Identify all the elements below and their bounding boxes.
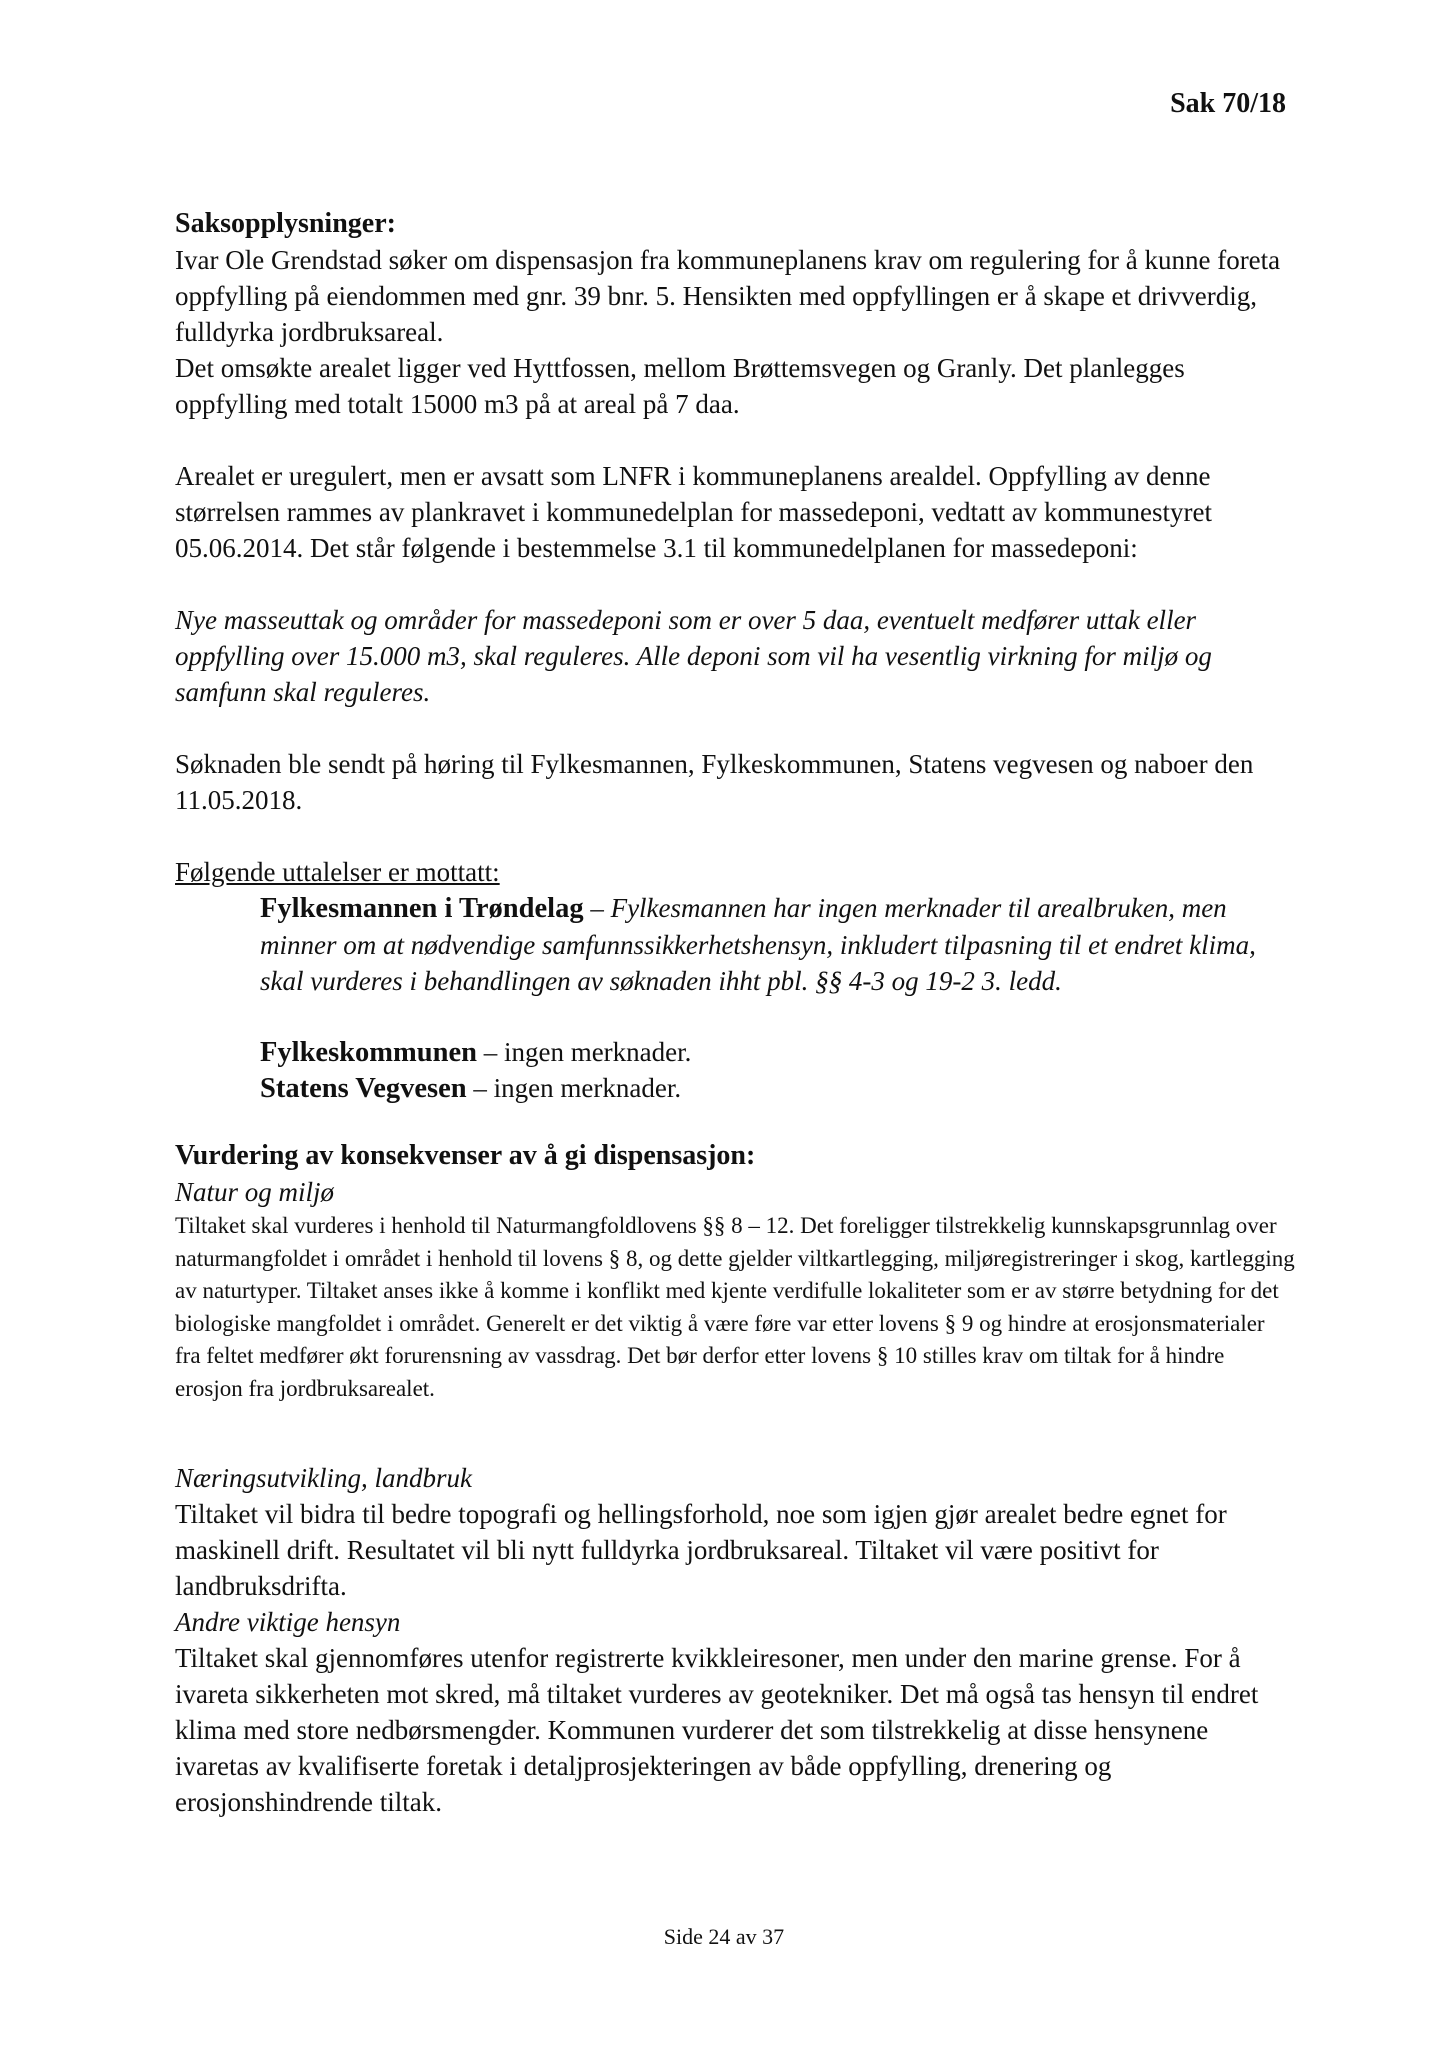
- saksopplysninger-paragraph-3: Arealet er uregulert, men er avsatt som LNFR i kommuneplanens arealdel. Oppfylling av denne størrelsen rammes av plankravet i kommunedelplan for massedeponi, vedtatt av kommunestyret 05.06.2014. Det står følgende i bestemmelse 3.1 til kommunedelplanen for massedeponi:: [175, 461, 1212, 563]
- statement-separator: –: [476, 1037, 504, 1067]
- andre-heading: Andre viktige hensyn: [175, 1607, 401, 1637]
- statement-sender: Statens Vegvesen: [260, 1073, 467, 1104]
- saksopplysninger-heading: Saksopplysninger:: [175, 208, 396, 239]
- natur-paragraph: Tiltaket skal vurderes i henhold til Naturmangfoldlovens §§ 8 – 12. Det foreligger tilstrekkelig kunnskapsgrunnlag over naturmangfoldet i området i henhold til lovens § 8, og dette gjelder viltkartlegging, miljøregistreringer i skog, kartlegging av naturtyper. Tiltaket anses ikke å komme i konflikt med kjente verdifulle lokaliteter som er av større betydning for det biologiske mangfoldet i området. Generelt er det viktig å være føre var etter lovens § 9 og hindre at erosjonsmaterialer fra feltet medfører økt forurensning av vassdrag. Det bør derfor etter lovens § 10 stilles krav om tiltak for å hindre erosjon fra jordbruksarealet.: [175, 1213, 1295, 1401]
- statement-text: Fylkesmannen har ingen merknader til arealbruken, men minner om at nødvendige samfunnssikkerhetshensyn, inkludert tilpasning til et endret klima, skal vurderes i behandlingen av søknaden ihht pbl. §§ 4-3 og 19-2 3. ledd.: [260, 893, 1256, 996]
- saksopplysninger-paragraph-1: Ivar Ole Grendstad søker om dispensasjon fra kommuneplanens krav om regulering for å kunne foreta oppfylling på eiendommen med gnr. 39 bnr. 5. Hensikten med oppfyllingen er å skape et drivverdig, fulldyrka jordbruksareal.: [175, 245, 1281, 347]
- statement-fylkesmannen: [260, 890, 1290, 999]
- statement-fylkeskommunen: [260, 1034, 1290, 1071]
- regulation-quote: Nye masseuttak og områder for massedeponi som er over 5 daa, eventuelt medfører uttak eller oppfylling over 15.000 m3, skal reguleres. Alle deponi som vil ha vesentlig virkning for miljø og samfunn skal reguleres.: [175, 605, 1212, 707]
- naering-heading: Næringsutvikling, landbruk: [175, 1463, 472, 1493]
- vurdering-heading: Vurdering av konsekvenser av å gi dispensasjon:: [175, 1140, 756, 1171]
- page-number: Side 24 av 37: [663, 1924, 785, 1949]
- statement-sender: Fylkeskommunen: [260, 1037, 477, 1068]
- saksopplysninger-paragraph-4: Søknaden ble sendt på høring til Fylkesmannen, Fylkeskommunen, Statens vegvesen og naboer den 11.05.2018.: [175, 749, 1254, 815]
- case-number: Sak 70/18: [1170, 88, 1286, 119]
- statement-text: ingen merknader.: [493, 1073, 682, 1103]
- saksopplysninger-paragraph-2: Det omsøkte arealet ligger ved Hyttfossen, mellom Brøttemsvegen og Granly. Det planlegges oppfylling med totalt 15000 m3 på at areal på 7 daa.: [175, 353, 1185, 419]
- statement-separator: –: [466, 1073, 494, 1103]
- statement-separator: –: [583, 893, 611, 923]
- andre-paragraph: Tiltaket skal gjennomføres utenfor registrerte kvikkleiresoner, men under den marine grense. For å ivareta sikkerheten mot skred, må tiltaket vurderes av geotekniker. Det må også tas hensyn til endret klima med store nedbørsmengder. Kommunen vurderer det som tilstrekkelig at disse hensynene ivaretas av kvalifiserte foretak i detaljprosjekteringen av både oppfylling, drenering og erosjonshindrende tiltak.: [175, 1643, 1259, 1817]
- statement-sender: Fylkesmannen i Trøndelag: [260, 893, 584, 924]
- uttalelser-heading: Følgende uttalelser er mottatt:: [175, 857, 500, 887]
- statement-text: ingen merknader.: [503, 1037, 692, 1067]
- naering-paragraph: Tiltaket vil bidra til bedre topografi og hellingsforhold, noe som igjen gjør arealet bedre egnet for maskinell drift. Resultatet vil bli nytt fulldyrka jordbruksareal. Tiltaket vil være positivt for landbruksdrifta.: [175, 1499, 1227, 1601]
- natur-heading: Natur og miljø: [175, 1177, 335, 1207]
- statement-statens-vegvesen: [260, 1070, 1290, 1107]
